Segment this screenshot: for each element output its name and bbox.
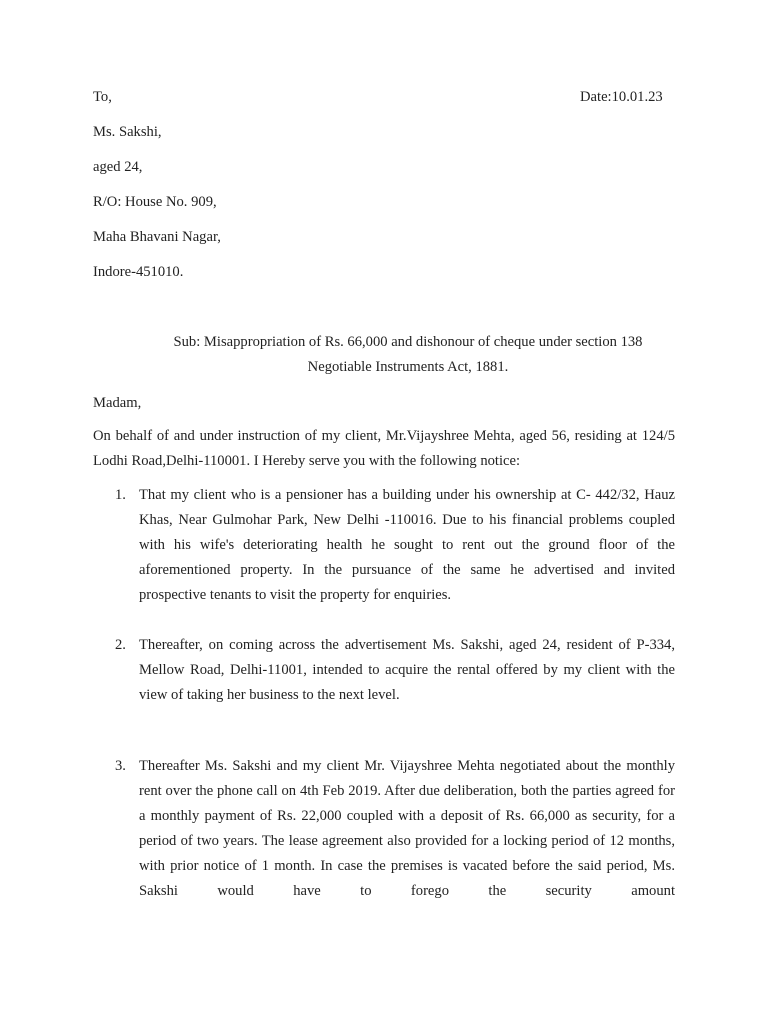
subject-line-1: Sub: Misappropriation of Rs. 66,000 and dishonour of cheque under section 138 [173, 334, 643, 350]
addressee-city: Indore-451010. [93, 264, 184, 280]
notice-point-1 [115, 483, 675, 608]
notice-point-3 [115, 754, 675, 904]
addressee-name: Ms. Sakshi, [93, 124, 162, 140]
addressee-age: aged 24, [93, 159, 143, 175]
notice-date: Date:10.01.23 [580, 89, 663, 105]
point-number: 3. [115, 758, 126, 774]
salutation: Madam, [93, 395, 142, 411]
addressee-area: Maha Bhavani Nagar, [93, 229, 221, 245]
to-label: To, [93, 89, 112, 105]
subject-line-2: Negotiable Instruments Act, 1881. [307, 359, 509, 375]
point-number: 2. [115, 637, 126, 653]
point-text: Thereafter, on coming across the advertisement Ms. Sakshi, aged 24, resident of P-334, Mellow Road, Delhi-11001, intended to acquire the rental offered by my client with the view of taking her business to the next level. [139, 637, 675, 703]
intro-paragraph: On behalf of and under instruction of my client, Mr.Vijayshree Mehta, aged 56, residing at 124/5 Lodhi Road,Delhi-110001. I Hereby serve you with the following notice: [93, 428, 675, 469]
point-text: That my client who is a pensioner has a building under his ownership at C- 442/32, Hauz Khas, Near Gulmohar Park, New Delhi -110016. Due to his financial problems coupled with his wife's deteriorating health he sought to rent out the ground floor of the aforementioned property. In the pursuance of the same he advertised and invited prospective tenants to visit the property for enquiries. [139, 487, 675, 603]
addressee-house: R/O: House No. 909, [93, 194, 217, 210]
notice-point-2 [115, 633, 675, 708]
point-number: 1. [115, 487, 126, 503]
point-text: Thereafter Ms. Sakshi and my client Mr. Vijayshree Mehta negotiated about the monthly rent over the phone call on 4th Feb 2019. After due deliberation, both the parties agreed for a monthly payment of Rs. 22,000 coupled with a deposit of Rs. 66,000 as security, for a period of two years. The lease agreement also provided for a locking period of 12 months, with prior notice of 1 month. In case the premises is vacated before the said period, Ms. Sakshi would have to forego the security amount [139, 758, 675, 899]
